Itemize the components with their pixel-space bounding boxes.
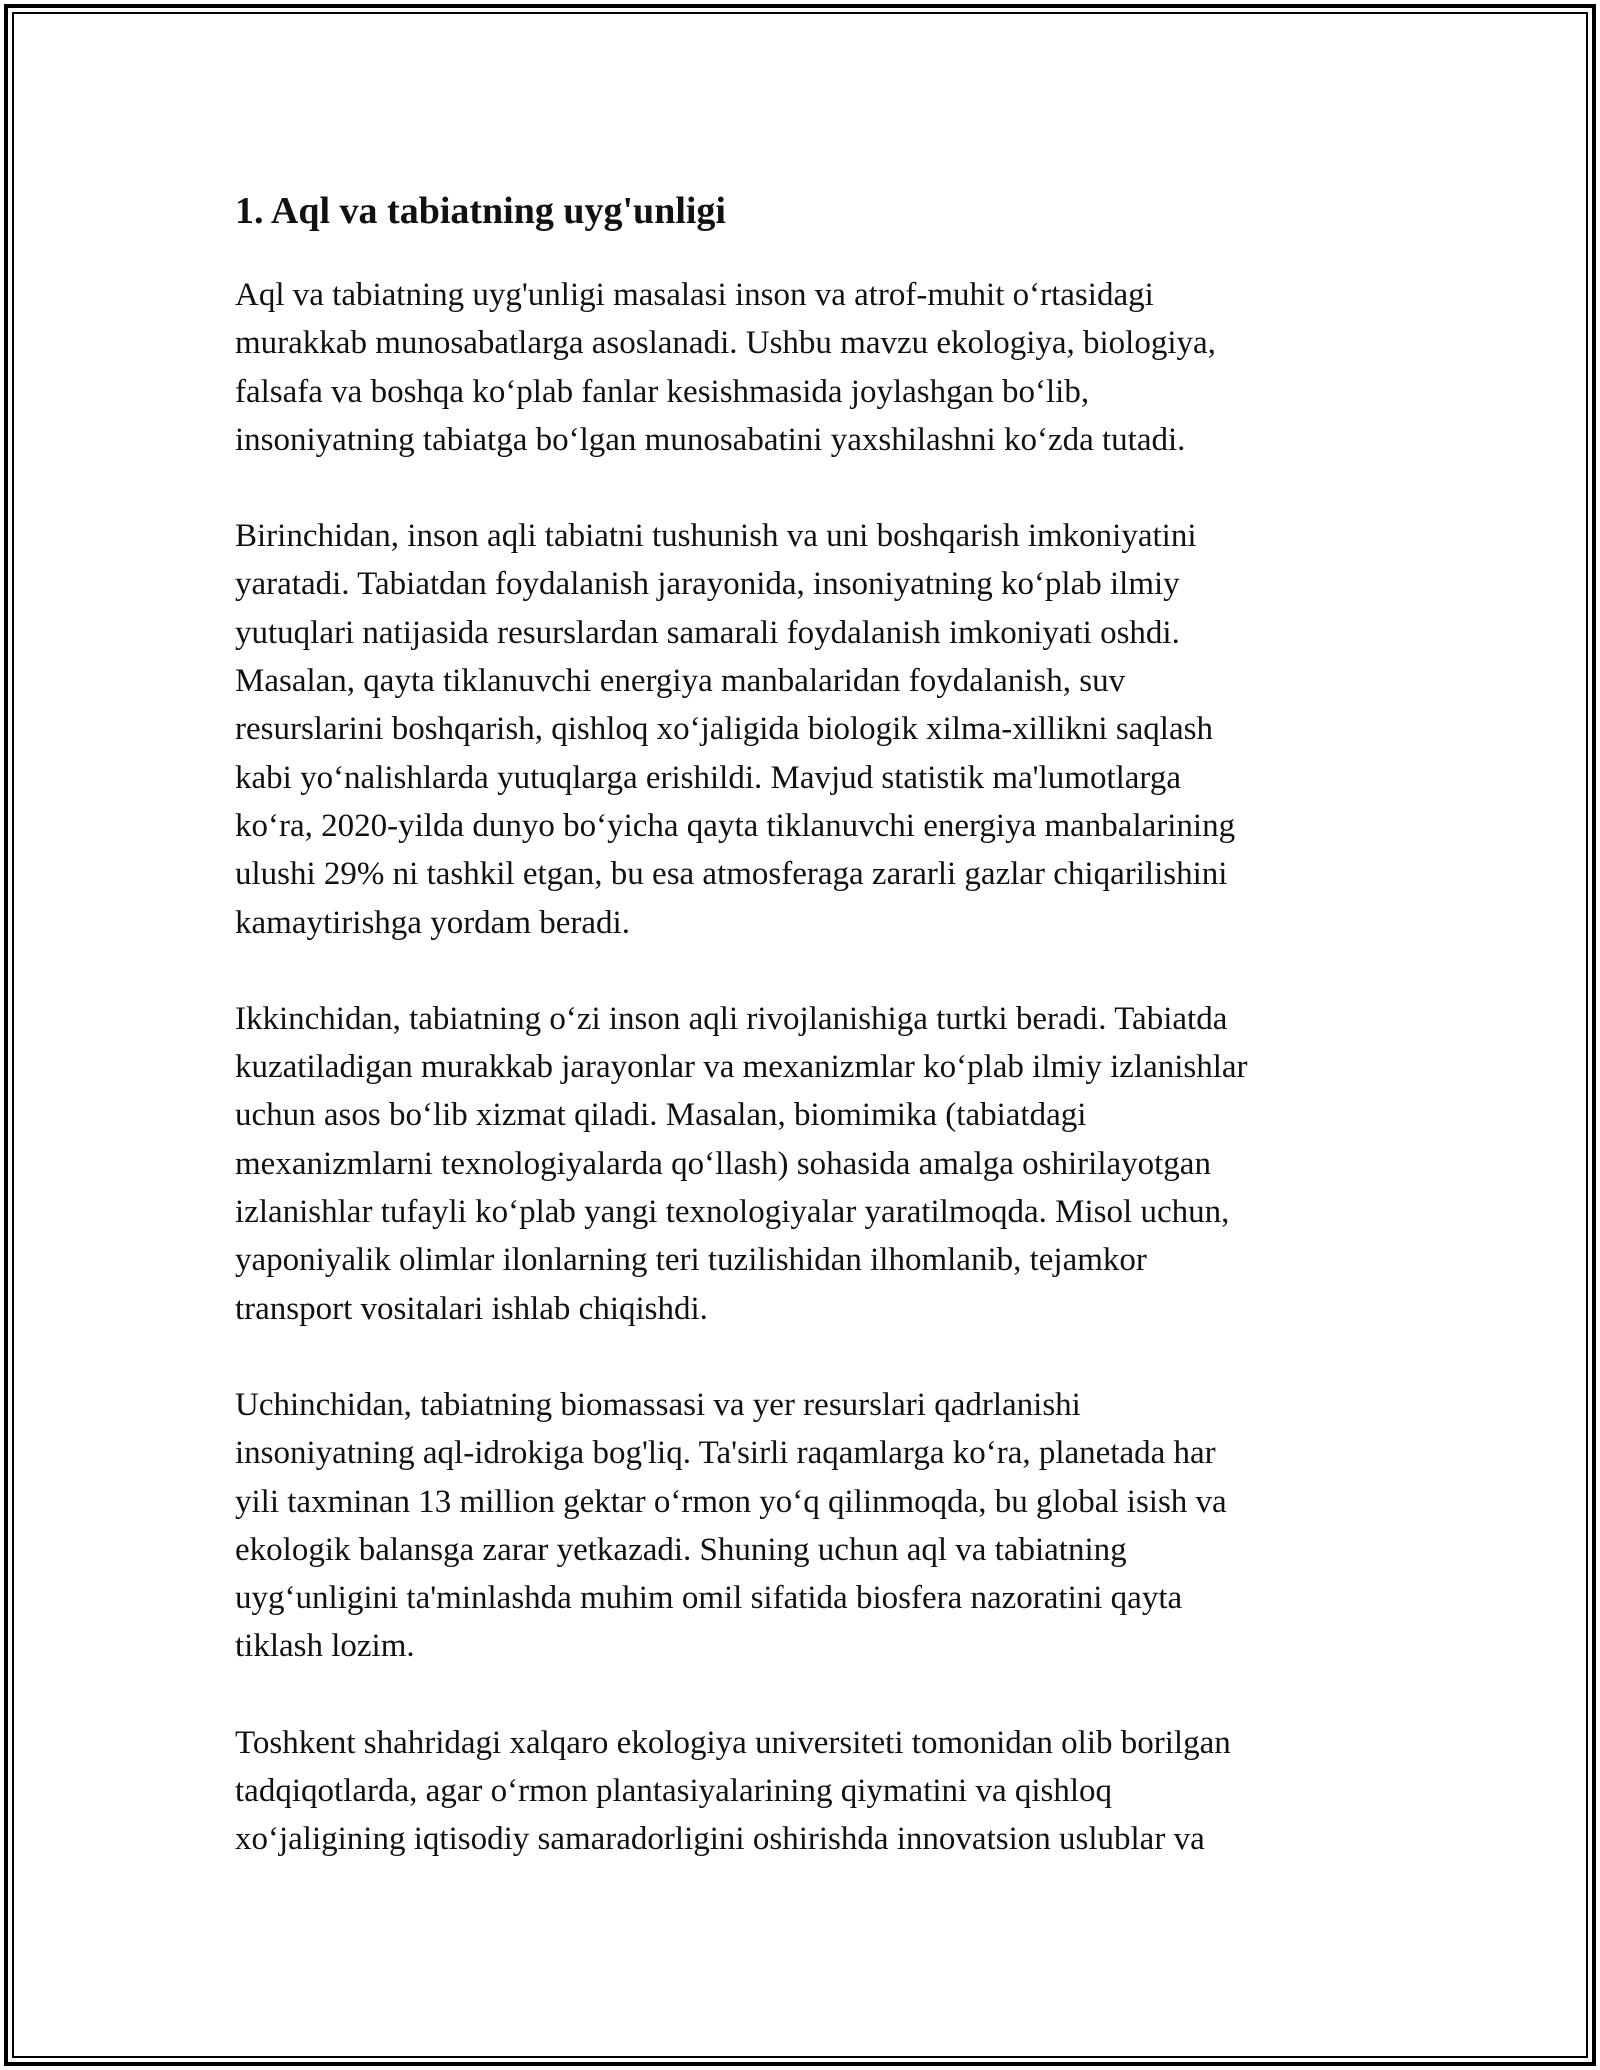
text-line: ekologik balansga zarar yetkazadi. Shuning uchun aql va tabiatning [235,1531,1127,1568]
text-line: kabi yo‘nalishlarda yutuqlarga erishildi. Mavjud statistik ma'lumotlarga [235,759,1181,796]
text-line: tiklash lozim. [235,1628,415,1665]
text-line: yutuqlari natijasida resurslardan samarali foydalanish imkoniyati oshdi. [235,614,1180,651]
text-line: insoniyatning aql-idrokiga bog'liq. Ta'sirli raqamlarga ko‘ra, planetada har [235,1435,1216,1472]
text-line: falsafa va boshqa ko‘plab fanlar kesishmasida joylashgan bo‘lib, [235,373,1090,410]
text-line: tadqiqotlarda, agar o‘rmon plantasiyalarining qiymatini va qishloq [235,1773,1113,1810]
text-line: uchun asos bo‘lib xizmat qiladi. Masalan, biomimika (tabiatdagi [235,1097,1087,1134]
text-line: yaratadi. Tabiatdan foydalanish jarayonida, insoniyatning ko‘plab ilmiy [235,566,1180,603]
section-title: 1. Aql va tabiatning uyg'unligi [235,190,726,232]
text-line: Masalan, qayta tiklanuvchi energiya manbalaridan foydalanish, suv [235,663,1126,700]
paragraph-intro [235,271,1415,464]
text-line: transport vositalari ishlab chiqishdi. [235,1290,708,1327]
text-line: Aql va tabiatning uyg'unligi masalasi inson va atrof-muhit o‘rtasidagi [235,277,1154,313]
text-line: Ikkinchidan, tabiatning o‘zi inson aqli rivojlanishiga turtki beradi. Tabiatda [235,1000,1228,1037]
paragraph-research [235,1719,1415,1864]
paragraph-first-point [235,512,1415,947]
text-line: mexanizmlarni texnologiyalarda qo‘llash) sohasida amalga oshirilayotgan [235,1145,1211,1182]
text-line: izlanishlar tufayli ko‘plab yangi texnologiyalar yaratilmoqda. Misol uchun, [235,1194,1230,1231]
text-line: yili taxminan 13 million gektar o‘rmon yo‘q qilinmoqda, bu global isish va [235,1483,1227,1520]
text-line: Birinchidan, inson aqli tabiatni tushunish va uni boshqarish imkoniyatini [235,518,1197,555]
text-line: yaponiyalik olimlar ilonlarning teri tuzilishidan ilhomlanib, tejamkor [235,1242,1147,1279]
text-line: uyg‘unligini ta'minlashda muhim omil sifatida biosfera nazoratini qayta [235,1580,1183,1617]
text-line: ko‘ra, 2020-yilda dunyo bo‘yicha qayta tiklanuvchi energiya manbalarining [235,807,1236,844]
text-line: kuzatiladigan murakkab jarayonlar va mexanizmlar ko‘plab ilmiy izlanishlar [235,1049,1248,1086]
text-line: Toshkent shahridagi xalqaro ekologiya universiteti tomonidan olib borilgan [235,1724,1231,1761]
paragraph-third-point [235,1381,1415,1671]
text-line: ulushi 29% ni tashkil etgan, bu esa atmosferaga zararli gazlar chiqarilishini [235,856,1228,893]
text-line: insoniyatning tabiatga bo‘lgan munosabatini yaxshilashni ko‘zda tutadi. [235,421,1186,458]
text-line: kamaytirishga yordam beradi. [235,904,630,941]
paragraph-second-point [235,995,1415,1333]
document-body [235,185,1415,1912]
text-line: xo‘jaligining iqtisodiy samaradorligini oshirishda innovatsion uslublar va [235,1821,1205,1858]
text-line: resurslarini boshqarish, qishloq xo‘jaligida biologik xilma-xillikni saqlash [235,711,1213,748]
text-line: Uchinchidan, tabiatning biomassasi va yer resurslari qadrlanishi [235,1386,1081,1423]
text-line: murakkab munosabatlarga asoslanadi. Ushbu mavzu ekologiya, biologiya, [235,325,1216,362]
